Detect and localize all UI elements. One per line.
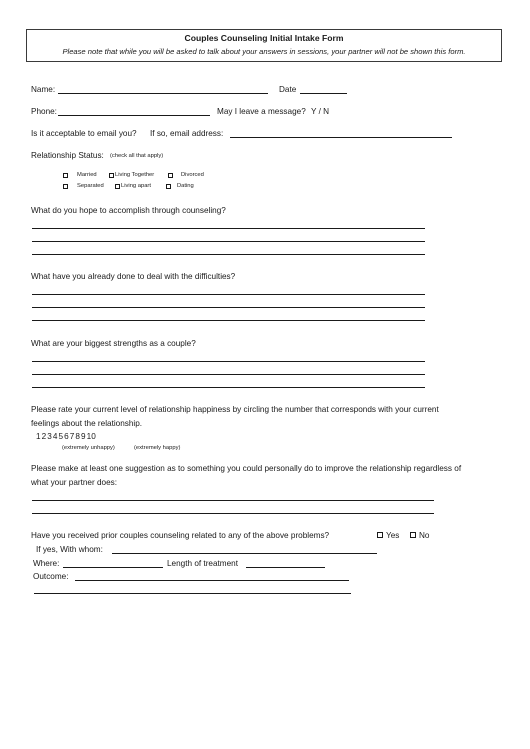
separated-checkbox[interactable] <box>63 184 68 189</box>
message-yn-options[interactable]: Y / N <box>311 107 330 116</box>
outcome-label: Outcome: <box>33 572 69 581</box>
prior-no-label: No <box>419 531 430 540</box>
form-privacy-note: Please note that while you will be asked to talk about your answers in sessions, your partner will not be shown this form. <box>62 47 466 56</box>
strengths-answer-line[interactable] <box>32 374 425 375</box>
prior-yes-label: Yes <box>386 531 400 540</box>
divorced-checkbox[interactable] <box>168 173 173 178</box>
email-question: Is it acceptable to email you? <box>31 129 137 138</box>
accomplish-question: What do you hope to accomplish through counseling? <box>31 206 226 215</box>
relationship-status-hint: (check all that apply) <box>110 152 164 159</box>
form-header <box>26 29 502 62</box>
living-apart-label: Living apart <box>121 183 151 189</box>
outcome-field[interactable] <box>75 580 349 581</box>
email-label: If so, email address: <box>150 129 224 138</box>
happiness-prompt-line2: feelings about the relationship. <box>31 419 143 428</box>
suggestion-answer-line[interactable] <box>32 513 434 514</box>
dating-checkbox[interactable] <box>166 184 171 189</box>
with-whom-field[interactable] <box>112 553 377 554</box>
living-apart-checkbox[interactable] <box>115 184 120 189</box>
happiness-scale[interactable]: 1 2 3 4 5 6 7 8 9 10 <box>36 432 96 441</box>
form-title: Couples Counseling Initial Intake Form <box>184 33 344 43</box>
strengths-question: What are your biggest strengths as a couple? <box>31 339 196 348</box>
relationship-status-label: Relationship Status: <box>31 151 104 160</box>
living-together-label: Living Together <box>115 172 155 178</box>
phone-label: Phone: <box>31 107 57 116</box>
dating-label: Dating <box>177 183 194 189</box>
difficulties-answer-line[interactable] <box>32 320 425 321</box>
happiness-low-label: (extremely unhappy) <box>62 445 115 451</box>
married-checkbox[interactable] <box>63 173 68 178</box>
strengths-answer-line[interactable] <box>32 387 425 388</box>
married-label: Married <box>77 172 97 178</box>
name-label: Name: <box>31 85 56 94</box>
difficulties-answer-line[interactable] <box>32 307 425 308</box>
happiness-prompt-line1: Please rate your current level of relationship happiness by circling the number that corresponds with your current <box>31 405 439 414</box>
separated-label: Separated <box>77 183 104 189</box>
where-field[interactable] <box>63 567 163 568</box>
date-field[interactable] <box>300 93 347 94</box>
date-label: Date <box>279 85 297 94</box>
where-label: Where: <box>33 559 60 568</box>
happiness-high-label: (extremely happy) <box>134 445 181 451</box>
email-field[interactable] <box>230 137 452 138</box>
name-field[interactable] <box>58 93 268 94</box>
difficulties-answer-line[interactable] <box>32 294 425 295</box>
outcome-continuation-line[interactable] <box>34 593 351 594</box>
prior-counseling-question: Have you received prior couples counseling related to any of the above problems? <box>31 531 330 540</box>
suggestion-prompt-line2: what your partner does: <box>31 478 118 487</box>
with-whom-label: If yes, With whom: <box>36 545 103 554</box>
prior-no-checkbox[interactable] <box>410 532 416 538</box>
message-question: May I leave a message? <box>217 107 306 116</box>
phone-field[interactable] <box>58 115 210 116</box>
strengths-answer-line[interactable] <box>32 361 425 362</box>
accomplish-answer-line[interactable] <box>32 254 425 255</box>
accomplish-answer-line[interactable] <box>32 241 425 242</box>
difficulties-question: What have you already done to deal with the difficulties? <box>31 272 236 281</box>
accomplish-answer-line[interactable] <box>32 228 425 229</box>
suggestion-answer-line[interactable] <box>32 500 434 501</box>
divorced-label: Divorced <box>181 172 204 178</box>
length-of-treatment-label: Length of treatment <box>167 559 239 568</box>
prior-yes-checkbox[interactable] <box>377 532 383 538</box>
suggestion-prompt-line1: Please make at least one suggestion as to something you could personally do to improve the relationship regardless of <box>31 464 462 473</box>
length-of-treatment-field[interactable] <box>246 567 325 568</box>
living-together-checkbox[interactable] <box>109 173 114 178</box>
